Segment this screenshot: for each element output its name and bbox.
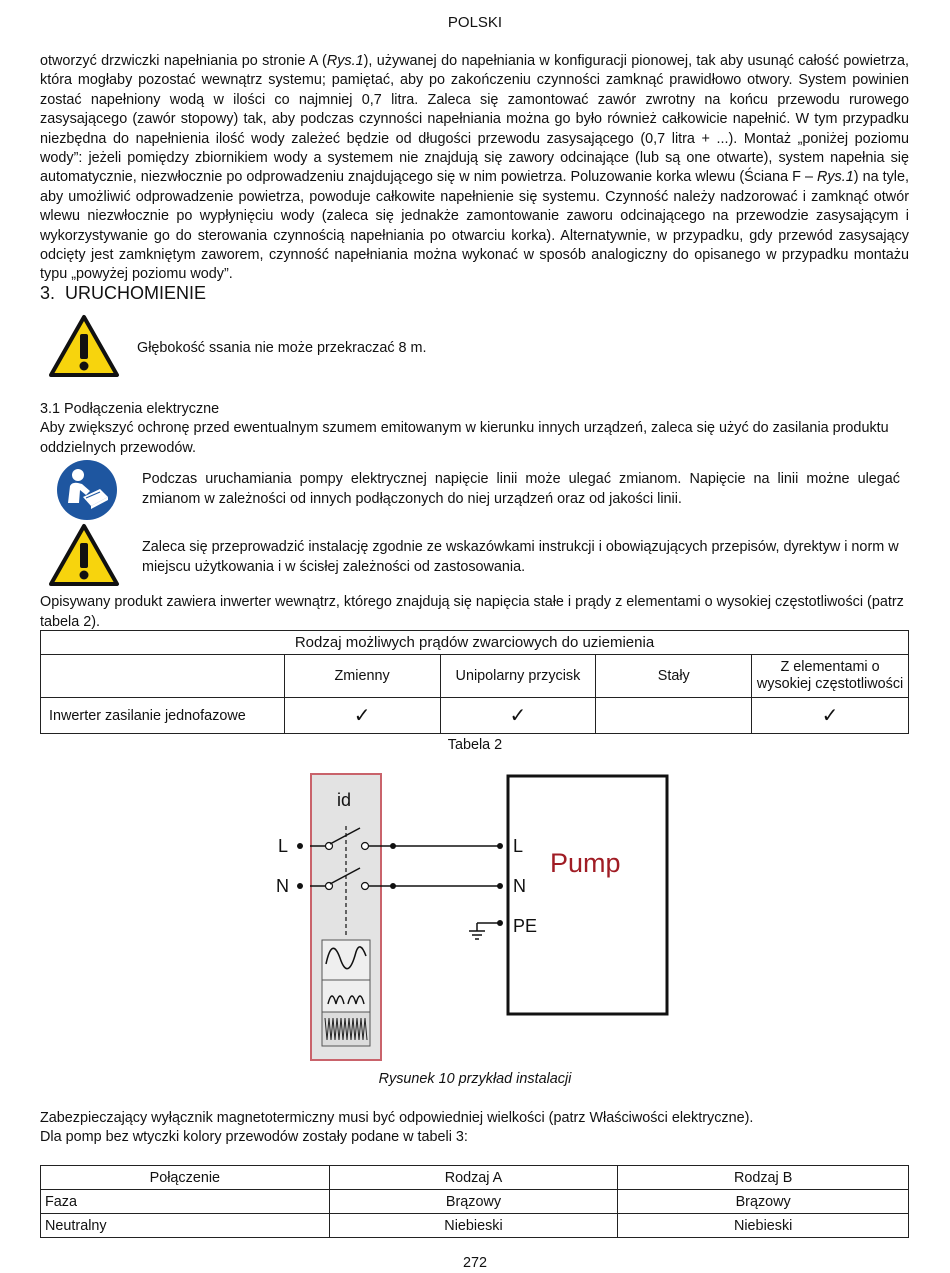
section-heading xyxy=(40,283,206,304)
breaker-label: id xyxy=(337,790,352,810)
figure10-caption: Rysunek 10 przykład instalacji xyxy=(378,1071,572,1087)
warning-text-suction: Głębokość ssania nie może przekraczać 8 m. xyxy=(137,340,427,356)
inverter-note: Opisywany produkt zawiera inwerter wewnątrz, którego znajdują się napięcia stałe i prądy z elementami o wysokiej częstotliwości (patrz tabela 2). xyxy=(40,594,904,630)
table-title: Rodzaj możliwych prądów zwarciowych do uziemienia xyxy=(41,631,909,655)
table-column-header: Połączenie xyxy=(41,1166,330,1190)
pump-terminal-N: N xyxy=(513,876,526,896)
table-column-header: Unipolarny przycisk xyxy=(440,655,596,698)
check-mark: ✓ xyxy=(440,698,596,734)
table-column-header: Rodzaj B xyxy=(618,1166,909,1190)
table-column-header: Rodzaj A xyxy=(329,1166,618,1190)
table-cell: Faza xyxy=(41,1190,330,1214)
pump-terminal-PE: PE xyxy=(513,916,538,936)
check-mark xyxy=(596,698,752,734)
table-column-header: Z elementami o wysokiej częstotliwości xyxy=(752,655,909,698)
table-empty-cell xyxy=(41,655,285,698)
warning-icon xyxy=(48,314,120,382)
page-header: POLSKI xyxy=(447,14,503,31)
wiring-diagram xyxy=(270,768,680,1064)
read-manual-icon xyxy=(56,459,118,525)
table-column-header: Stały xyxy=(596,655,752,698)
table2-caption: Tabela 2 xyxy=(447,737,503,753)
table-wire-colors xyxy=(40,1165,909,1238)
pump-terminal-L: L xyxy=(513,836,524,856)
table-column-header: Zmienny xyxy=(284,655,440,698)
wire-colors-note: Dla pomp bez wtyczki kolory przewodów zostały podane w tabeli 3: xyxy=(40,1129,468,1145)
intro-paragraph: otworzyć drzwiczki napełniania po stronie A (Rys.1), używanej do napełniania w konfiguracji pionowej, tak aby usunąć całość powietrza, która mogłaby pozostać wewnątrz systemu; pamiętać, aby po zakończeniu czynności zamknąć prawidłowo otwory. System powinien zostać napełniony wodą w ilości co najmniej 0,7 litra. Zaleca się zamontować zawór zwrotny na końcu przewodu rurowego zasysającego (zawór stopowy) tak, aby podczas czynności napełniania można go było również całkowicie napełnić. W tym przypadku niezbędna do napełnienia ilość wody zależeć będzie od długości przewodu zasysającego (0,7 litra + ...). Montaż „poniżej poziomu wody”: jeżeli pomiędzy zbiornikiem wody a systemem nie znajdują się zawory odcinające (lub są one otwarte), system napełnia się automatycznie, niezwłocznie po odprowadzeniu znajdującego się w nim powietrza. Poluzowanie korka wlewu (Ściana F – Rys.1) na tyle, aby umożliwić odprowadzenie powietrza, powoduje całkowite napełnienie się systemu. Czynność należy nadzorować i zamknąć otwór wlewu niezwłocznie po wypłynięciu wody (zaleca się jednakże zamontowanie zaworu odcinającego na przewodzie zasysającym i wykorzystywanie go do sterowania czynnością napełniania po otwarciu korka). Alternatywnie, w przypadku, gdy przewód zasysający odcięty jest zamkniętym zaworem, czynność napełniania można wykonać w sposób analogiczny do opisanego w przypadku montażu typu „powyżej poziomu wody”. xyxy=(40,53,909,283)
table-cell: Brązowy xyxy=(618,1190,909,1214)
table-cell: Neutralny xyxy=(41,1214,330,1238)
manual-note-text: Podczas uruchamiania pompy elektrycznej napięcie linii może ulegać zmianom. Napięcie na linii możne ulegać zmianom w zależności od innych podłączonych do niej urządzeń oraz od jakości linii. xyxy=(142,471,900,507)
warning-icon xyxy=(48,523,120,591)
line-label-N: N xyxy=(276,876,289,896)
check-mark: ✓ xyxy=(284,698,440,734)
table-row-label: Inwerter zasilanie jednofazowe xyxy=(41,698,285,734)
pump-box xyxy=(508,776,667,1014)
breaker-note: Zabezpieczający wyłącznik magnetotermiczny musi być odpowiedniej wielkości (patrz Właściwości elektryczne). xyxy=(40,1110,754,1126)
table-fault-currents xyxy=(40,630,909,734)
page-number: 272 xyxy=(462,1255,487,1271)
section-title: URUCHOMIENIE xyxy=(65,283,207,303)
table-cell: Niebieski xyxy=(618,1214,909,1238)
subsection-intro: Aby zwiększyć ochronę przed ewentualnym szumem emitowanym w kierunku innych urządzeń, zaleca się użyć do zasilania produktu oddzielnych przewodów. xyxy=(40,420,889,456)
section-number: 3. xyxy=(40,283,56,303)
pump-label: Pump xyxy=(550,848,621,878)
check-mark: ✓ xyxy=(752,698,909,734)
table-cell: Brązowy xyxy=(329,1190,618,1214)
line-label-L: L xyxy=(278,836,289,856)
warning-text-installation: Zaleca się przeprowadzić instalację zgodnie ze wskazówkami instrukcji i obowiązujących przepisów, dyrektyw i norm w miejscu użytkowania i w ścisłej zależności od zastosowania. xyxy=(142,539,899,575)
subsection-title: 3.1 Podłączenia elektryczne xyxy=(40,401,220,417)
table-cell: Niebieski xyxy=(329,1214,618,1238)
table-row xyxy=(41,1214,909,1238)
table-row xyxy=(41,1190,909,1214)
